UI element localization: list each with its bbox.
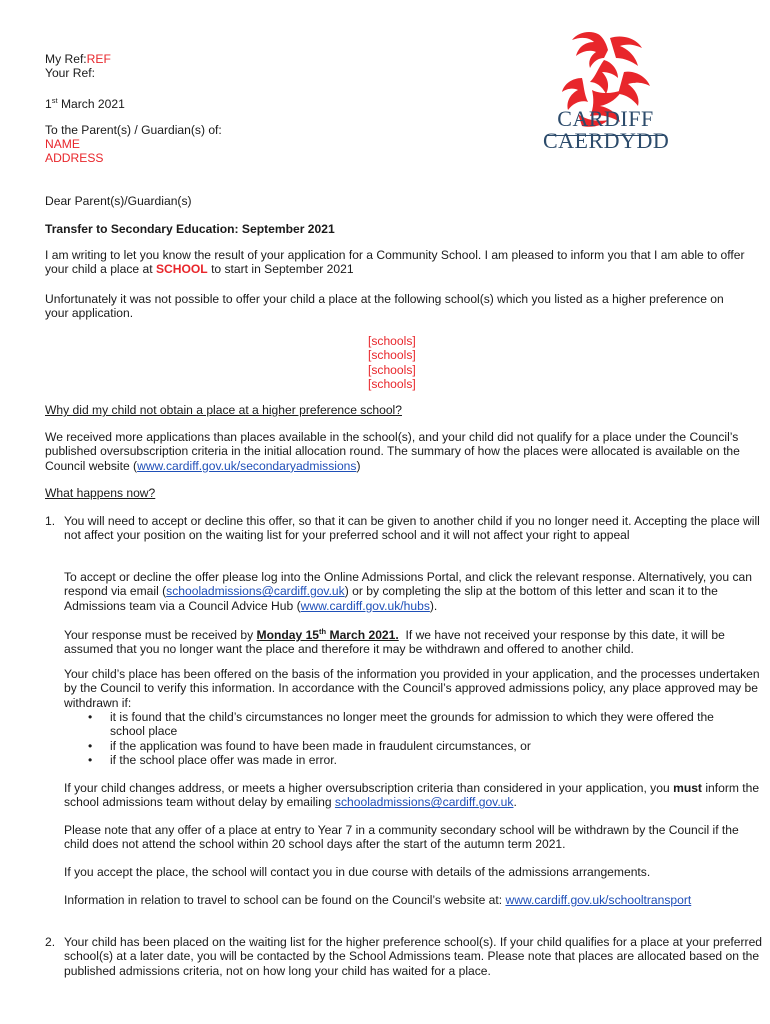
your-ref-label: Your Ref: [45,66,95,80]
withdrawal-bullet: • if the school place offer was made in error. [88,753,337,767]
what-heading: What happens now? [45,486,156,500]
secondary-admissions-link[interactable]: www.cardiff.gov.uk/secondaryadmissions [137,458,357,473]
schools-list-item: [schools] [368,348,416,363]
logo-text-caerdydd: CAERDYDD [543,128,670,153]
item-2-number: 2. [45,935,56,949]
why-heading: Why did my child not obtain a place at a higher preference school? [45,403,402,417]
change-address-paragraph: If your child changes address, or meets a higher oversubscription criteria than considered in your application, you must inform the school admissions team without delay by emailing schooladmissions@cardiff.gov.uk. [64,781,760,810]
recipient-name: NAME [45,137,80,151]
item-2-paragraph: Your child has been placed on the waiting list for the higher preference school(s). If your child qualifies for a place at your preferred school(s) at a later date, you will be contacted by the School Admissions team. Please note that places are allocated based on the published admissions criteria, not on how long your child has waited for a place. [64,935,763,978]
withdrawal-paragraph: Your child’s place has been offered on the basis of the information you provided in your application, and the processes undertaken by the Council to verify this information. In accordance with the Council’s approved admissions policy, any place approved may be withdrawn if: [64,667,760,710]
accept-place-paragraph: If you accept the place, the school will contact you in due course with details of the admissions arrangements. [64,865,651,879]
bullet-icon: • [88,753,93,767]
unsuccessful-paragraph: Unfortunately it was not possible to offer your child a place at the following school(s) which you listed as a higher preference on your application. [45,292,724,321]
admissions-email-link[interactable]: schooladmissions@cardiff.gov.uk [334,795,514,810]
offer-paragraph: I am writing to let you know the result of your application for a Community School. I am pleased to inform you that I am able to offer your child a place at SCHOOL to start in September 2021 [45,248,745,277]
my-ref-label: My Ref: [45,52,87,66]
my-ref-value: REF [86,52,111,66]
item-1-number: 1. [45,514,56,528]
bullet-icon: • [88,739,93,753]
schools-list-item: [schools] [368,334,416,348]
hubs-link[interactable]: www.cardiff.gov.uk/hubs [300,598,430,613]
letter-date: 1st March 2021 [45,96,125,112]
response-deadline: Monday 15th March 2021. [256,627,399,643]
why-paragraph: We received more applications than places available in the school(s), and your child did not qualify for a place under the Council’s published oversubscription criteria in the initial allocation round. The summary of how the places were allocated is available on the Council website (www.cardiff.gov.uk/secondaryadmissions) [45,430,740,473]
logo-text-cardiff: CARDIFF [557,106,654,131]
item-1-paragraph: You will need to accept or decline this offer, so that it can be given to another child if you no longer need it. Accepting the place will not affect your position on the waiting list for your preferred school and it will not affect your right to appeal [64,514,760,543]
travel-paragraph: Information in relation to travel to school can be found on the Council’s website at: www.cardiff.gov.uk/schooltransport [64,893,692,907]
must-emphasis: must [673,781,702,795]
withdrawal-bullet: • if the application was found to have been made in fraudulent circumstances, or [88,739,531,753]
recipient-address: ADDRESS [45,151,104,165]
schools-list-item: [schools] [368,377,416,392]
school-placeholder: SCHOOL [155,262,208,277]
school-transport-link[interactable]: www.cardiff.gov.uk/schooltransport [505,893,692,907]
admissions-email-link[interactable]: schooladmissions@cardiff.gov.uk [166,584,345,599]
schools-list [368,334,416,392]
salutation: Dear Parent(s)/Guardian(s) [45,194,192,208]
schools-list-item: [schools] [368,362,416,377]
subject-heading: Transfer to Secondary Education: September 2021 [45,222,335,236]
accept-decline-paragraph: To accept or decline the offer please log into the Online Admissions Portal, and click the relevant response. Alternatively, you can respond via email (schooladmissions@cardiff.gov.uk) or by completing the slip at the bottom of this letter and scan it to the Admissions team via a Council Advice Hub (www.cardiff.gov.uk/hubs). [64,570,752,613]
recipient-line: To the Parent(s) / Guardian(s) of: [45,123,222,137]
year7-note-paragraph: Please note that any offer of a place at entry to Year 7 in a community secondary school will be withdrawn by the Council if the child does not attend the school within 20 school days after the start of the autumn term 2021. [64,823,739,852]
my-ref-line [45,52,111,66]
bullet-icon: • [88,710,93,724]
response-deadline-paragraph: Your response must be received by Monday 15th March 2021. If we have not received your response by this date, it will be assumed that you no longer want the place and therefore it may be withdrawn and offered to another child. [64,627,725,657]
withdrawal-bullet: • it is found that the child’s circumstances no longer meet the grounds for admission to which they were offered the school place [88,710,714,739]
